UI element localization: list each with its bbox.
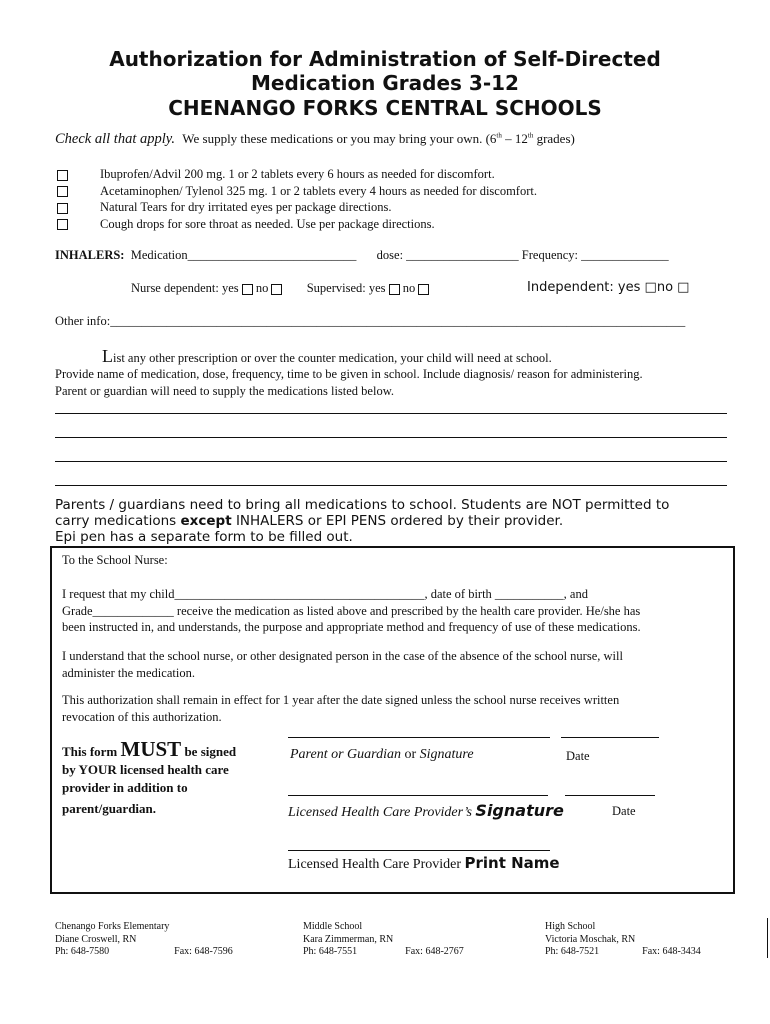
request-paragraph: I request that my child________________________________________, date of birth ___________, and Grade_____________ receive the medication as listed above and prescribed by the health care provider. He/she has been instructed in, and understands, the purpose and appropriate method and frequency of use of these medications.	[62, 587, 641, 634]
footer-high: High School Victoria Moschak, RN Ph: 648-7521 Fax: 648-3434	[545, 921, 701, 957]
inhaler-options-row: Nurse dependent: yes no Supervised: yes no	[131, 281, 429, 296]
provider-signature-label: Licensed Health Care Provider’s Signature	[288, 801, 564, 820]
prescription-line3: Parent or guardian will need to supply the medications listed below.	[55, 384, 395, 398]
provider-print-name-line[interactable]	[288, 850, 550, 851]
medication-entry-line[interactable]	[55, 461, 727, 462]
must-sign-note: This form MUST be signed by YOUR licensed health care provider in addition to parent/guardian.	[62, 737, 237, 816]
med-item: Acetaminophen/ Tylenol 325 mg. 1 or 2 tablets every 4 hours as needed for discomfort.	[57, 183, 537, 200]
school-name-title: CHENANGO FORKS CENTRAL SCHOOLS	[168, 96, 602, 120]
prescription-line2: Provide name of medication, dose, frequency, time to be given in school. Include diagnosis/ reason for administering.	[55, 367, 643, 381]
understand-paragraph: I understand that the school nurse, or other designated person in the case of the absence of the school nurse, will administer the medication.	[62, 649, 623, 680]
supervised-yes-checkbox[interactable]	[389, 284, 400, 295]
independent-option[interactable]: Independent: yes □no □	[527, 280, 690, 295]
provider-date-line[interactable]	[565, 795, 655, 796]
nurse-dependent-no-checkbox[interactable]	[271, 284, 282, 295]
med-checkbox[interactable]	[57, 170, 68, 181]
footer-middle: Middle School Kara Zimmerman, RN Ph: 648-7551 Fax: 648-2767	[303, 921, 464, 957]
parent-signature-label: Parent or Guardian or Signature	[290, 747, 474, 762]
medication-entry-line[interactable]	[55, 485, 727, 486]
med-checkbox[interactable]	[57, 186, 68, 197]
inhaler-medication-field[interactable]: Medication___________________________	[130, 248, 357, 262]
form-title-line1: Authorization for Administration of Self-Directed	[109, 47, 661, 71]
parent-date-label: Date	[566, 749, 590, 763]
child-name-field[interactable]: I request that my child________________________________________, date of birth ___________, and	[62, 587, 588, 601]
page-edge-mark	[767, 918, 768, 958]
to-nurse-heading: To the School Nurse:	[62, 553, 168, 567]
med-checkbox[interactable]	[57, 203, 68, 214]
provider-date-label: Date	[612, 804, 636, 818]
nurse-dependent-yes-checkbox[interactable]	[242, 284, 253, 295]
missing-glyph-box: □	[677, 280, 690, 295]
medication-entry-line[interactable]	[55, 413, 727, 414]
form-title-line2: Medication Grades 3-12	[251, 71, 519, 95]
supervised-no-checkbox[interactable]	[418, 284, 429, 295]
provider-print-name-label: Licensed Health Care Provider Print Name	[288, 854, 560, 872]
inhalers-row: INHALERS: Medication___________________________ dose: __________________ Frequency: ______________	[55, 248, 669, 262]
prescription-line1: List any other prescription or over the counter medication, your child will need at school.	[102, 346, 552, 366]
parent-signature-line[interactable]	[288, 737, 550, 738]
parent-notice: Parents / guardians need to bring all medications to school. Students are NOT permitted to carry medications except INHALERS or EPI PENS ordered by their provider. Epi pen has a separate form to be filled out.	[55, 497, 670, 545]
footer-elementary: Chenango Forks Elementary Diane Croswell, RN Ph: 648-7580 Fax: 648-7596	[55, 921, 233, 957]
medication-entry-line[interactable]	[55, 437, 727, 438]
inhaler-dose-field[interactable]: dose: __________________	[376, 248, 519, 262]
supply-text: We supply these medications or you may bring your own. (6th – 12th grades)	[182, 131, 575, 146]
med-checklist	[57, 166, 537, 232]
med-item: Natural Tears for dry irritated eyes per package directions.	[57, 199, 537, 216]
intro-line	[55, 131, 575, 148]
med-checkbox[interactable]	[57, 219, 68, 230]
med-item: Cough drops for sore throat as needed. Use per package directions.	[57, 216, 537, 233]
missing-glyph-box: □	[644, 280, 657, 295]
inhaler-frequency-field[interactable]: Frequency: ______________	[521, 248, 669, 262]
provider-signature-line[interactable]	[288, 795, 548, 796]
authorization-paragraph: This authorization shall remain in effect for 1 year after the date signed unless the school nurse receives written revocation of this authorization.	[62, 693, 620, 724]
med-item: Ibuprofen/Advil 200 mg. 1 or 2 tablets every 6 hours as needed for discomfort.	[57, 166, 537, 183]
check-all-text: Check all that apply.	[55, 131, 176, 147]
other-info-field[interactable]: Other info:____________________________________________________________________________________________	[55, 314, 686, 328]
grade-field[interactable]: Grade_____________ receive the medication as listed above and prescribed by the health care provider. He/she has	[62, 603, 641, 618]
parent-date-line[interactable]	[561, 737, 659, 738]
